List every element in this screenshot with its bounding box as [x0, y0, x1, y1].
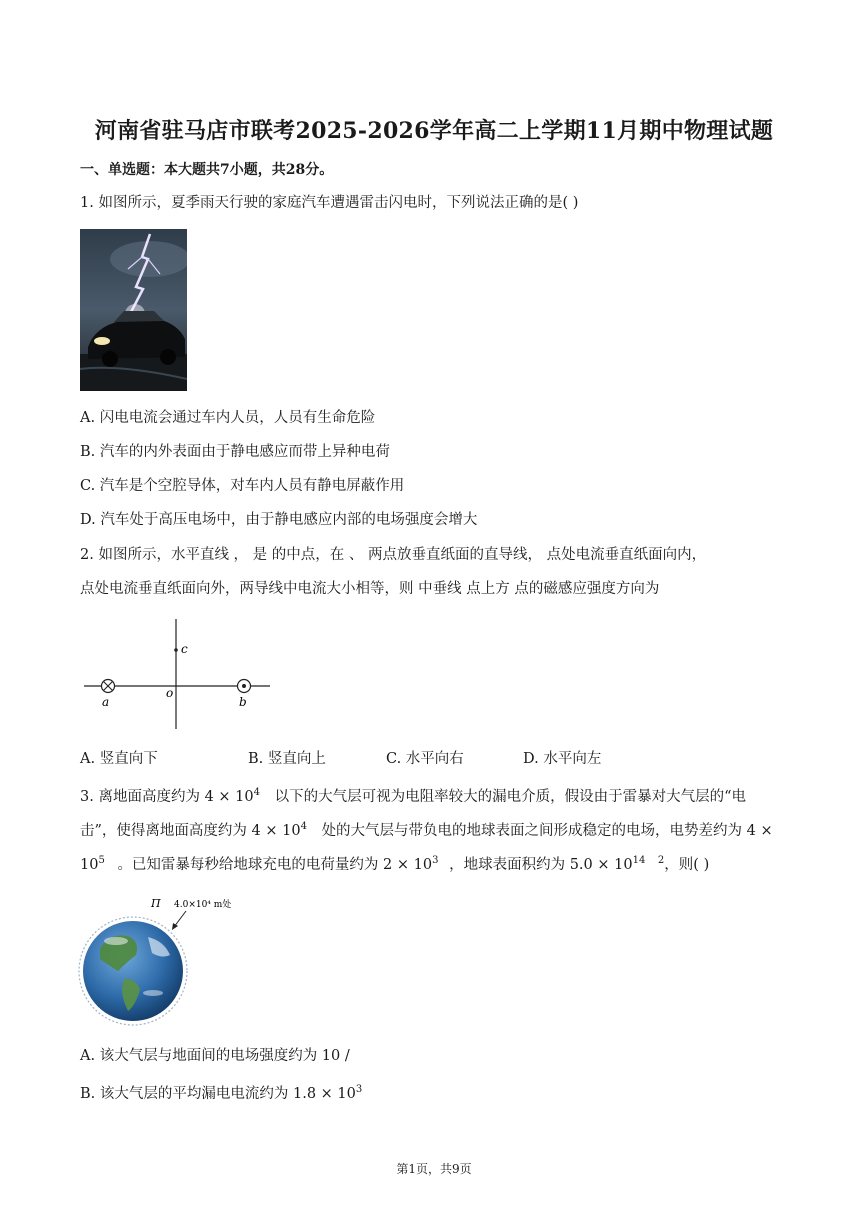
q1-lightning-car-image	[80, 229, 187, 391]
q3-l3-value: 10	[80, 857, 99, 873]
q3-l3-exp2: 3	[432, 855, 439, 866]
q3-l2-value-b: 4 ×	[746, 823, 773, 839]
label-o: o	[166, 686, 174, 700]
q2-option-b: B. 竖直向上	[248, 751, 326, 767]
label-c: c	[181, 642, 188, 656]
q2-option-c: C. 水平向右	[386, 751, 464, 767]
q1-option-a: A. 闪电电流会通过车内人员，人员有生命危险	[80, 410, 376, 426]
q3-l2-text-a: 击”，使得离地面高度约为	[80, 823, 247, 839]
q3-l2-text-b: 处的大气层与带负电的地球表面之间形成稳定的电场，电势差约为	[321, 823, 743, 839]
q2-wire-diagram	[80, 617, 275, 732]
q3-l2-value: 4 × 10	[251, 823, 301, 839]
q3-l1-text-a: 3. 离地面高度约为	[80, 789, 200, 805]
q1-option-d: D. 汽车处于高压电场中，由于静电感应内部的电场强度会增大	[80, 512, 478, 528]
q2-option-d: D. 水平向左	[523, 751, 602, 767]
q3-l3-value2: 2 × 10	[383, 857, 433, 873]
q3-option-a: A. 该大气层与地面间的电场强度约为 10 /	[80, 1048, 350, 1064]
q2-option-a: A. 竖直向下	[80, 751, 158, 767]
q1-option-b: B. 汽车的内外表面由于静电感应而带上异种电荷	[80, 444, 390, 460]
q3-l1-exp: 4	[253, 787, 260, 798]
q3-stem-line1	[80, 783, 746, 807]
q3-l1-value: 4 × 10	[204, 789, 254, 805]
q3-stem-line2	[80, 817, 773, 841]
q3-option-b-text: B. 该大气层的平均漏电电流约为	[80, 1086, 289, 1102]
q3-l3-exp4: 2	[657, 855, 665, 866]
q3-l3-exp3: 14	[632, 855, 646, 866]
page-title: 河南省驻马店市联考2025-2026学年高二上学期11月期中物理试题	[94, 118, 774, 144]
q1-stem: 1. 如图所示，夏季雨天行驶的家庭汽车遭遇雷击闪电时，下列说法正确的是( )	[80, 195, 579, 211]
q3-stem-line3	[80, 851, 709, 875]
q3-l3-value3: 5.0 × 10	[569, 857, 633, 873]
page-footer: 第1页，共9页	[396, 1162, 472, 1176]
q3-l3-text-c: ，则( )	[664, 857, 710, 873]
q3-option-b	[80, 1080, 362, 1104]
section-heading: 一、单选题：本大题共7小题，共28分。	[80, 162, 334, 178]
label-b: b	[239, 695, 247, 709]
q3-option-b-value: 1.8 × 10	[292, 1086, 356, 1102]
label-pi: Π	[151, 897, 161, 910]
q1-option-c: C. 汽车是个空腔导体，对车内人员有静电屏蔽作用	[80, 478, 405, 494]
q3-l2-exp: 4	[300, 821, 307, 832]
q3-l3-text-b: ，地球表面积约为	[449, 857, 566, 873]
label-height: 4.0×10⁴ m处	[174, 900, 232, 910]
q2-stem-line1: 2. 如图所示，水平直线 ， 是 的中点，在 、 两点放垂直纸面的直导线， 点处电流垂直纸面向内，	[80, 547, 707, 563]
q3-earth-diagram	[78, 893, 248, 1028]
q3-l3-text-a: 。已知雷暴每秒给地球充电的电荷量约为	[117, 857, 379, 873]
q3-l3-exp: 5	[98, 855, 105, 866]
q2-stem-line2: 点处电流垂直纸面向外，两导线中电流大小相等，则 中垂线 点上方 点的磁感应强度方向为	[80, 581, 660, 597]
q3-option-b-exp: 3	[355, 1084, 363, 1095]
q3-l1-text-b: 以下的大气层可视为电阻率较大的漏电介质，假设由于雷暴对大气层的“电	[274, 789, 747, 805]
label-a: a	[102, 695, 110, 709]
